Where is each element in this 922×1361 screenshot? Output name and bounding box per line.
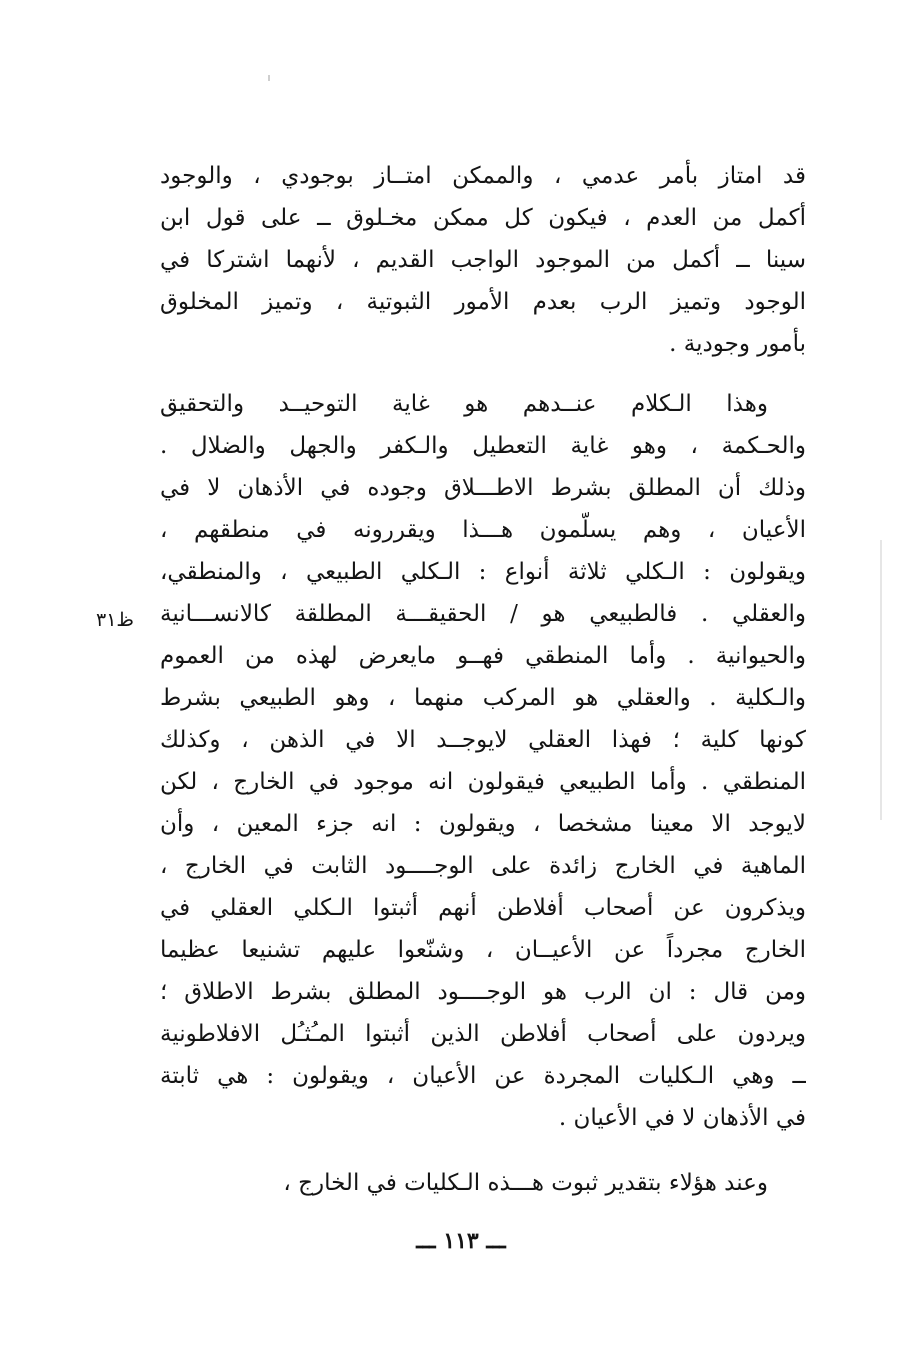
page-number: ـــ ١١٣ ـــ (416, 1228, 506, 1254)
text-line: سينا ــ أكمل من الموجود الواجب القديم ، لأنهما اشتركا في (160, 247, 806, 273)
paragraph-2 (160, 383, 806, 1139)
text-line: في الأذهان لا في الأعيان . (558, 1105, 806, 1131)
text-line: والحـكمة ، وهو غاية التعطيل والـكفر والجهل والضلال . (160, 433, 806, 459)
scan-artifact (268, 75, 270, 81)
text-line: كونها كلية ؛ فهذا العقلي لايوجــد الا في الذهن ، وكذلك (160, 727, 806, 753)
text-line: ــ وهي الـكليات المجردة عن الأعيان ، ويقولون : هي ثابتة (160, 1063, 806, 1089)
paragraph-1 (160, 155, 806, 365)
text-line: وعند هؤلاء بتقدير ثبوت هـــذه الـكليات في الخارج ، (283, 1170, 768, 1196)
text-line: بأمور وجودية . (669, 331, 806, 357)
text-line: وذلك أن المطلق بشرط الاطـــلاق وجوده في الأذهان لا في (160, 475, 806, 501)
text-line: والـكلية . والعقلي هو المركب منهما ، وهو الطبيعي بشرط (160, 685, 806, 711)
text-line: وهذا الـكلام عنــدهم هو غاية التوحيــد والتحقيق (160, 391, 768, 417)
text-line: والعقلي . فالطبيعي هو / الحقيقـــة المطلقة كالانســـانية (160, 601, 806, 627)
paragraph-3 (160, 1162, 806, 1204)
text-line: ومن قال : ان الرب هو الوجــــود المطلق بشرط الاطلاق ؛ (160, 979, 806, 1005)
text-line: المنطقي . وأما الطبيعي فيقولون انه موجود في الخارج ، لكن (160, 769, 806, 795)
text-line: والحيوانية . وأما المنطقي فهــو مايعرض لهذه من العموم (160, 643, 806, 669)
text-line: الأعيان ، وهم يسلّمون هـــذا ويقررونه في منطقهم ، (160, 517, 806, 543)
text-line: لايوجد الا معينا مشخصا ، ويقولون : انه جزء المعين ، وأن (160, 811, 806, 837)
margin-folio-note: ظ٣١ (96, 609, 134, 631)
text-line: الوجود وتميز الرب بعدم الأمور الثبوتية ، وتميز المخلوق (160, 289, 806, 315)
text-line: قد امتاز بأمر عدمي ، والممكن امتــاز بوجودي ، والوجود (160, 163, 806, 189)
text-line: أكمل من العدم ، فيكون كل ممكن مخـلوق ــ على قول ابن (160, 205, 806, 231)
text-line: ويردون على أصحاب أفلاطن الذين أثبتوا المـُثـُل الافلاطونية (160, 1021, 806, 1047)
text-line: ويقولون : الـكلي ثلاثة أنواع : الـكلي الطبيعي ، والمنطقي، (160, 559, 806, 585)
text-line: ويذكرون عن أصحاب أفلاطن أنهم أثبتوا الـكلي العقلي في (160, 895, 806, 921)
text-line: الماهية في الخارج زائدة على الوجــــود الثابت في الخارج ، (160, 853, 806, 879)
scan-artifact (880, 540, 882, 820)
text-line: الخارج مجرداً عن الأعيــان ، وشنّعوا عليهم تشنيعا عظيما (160, 937, 806, 963)
